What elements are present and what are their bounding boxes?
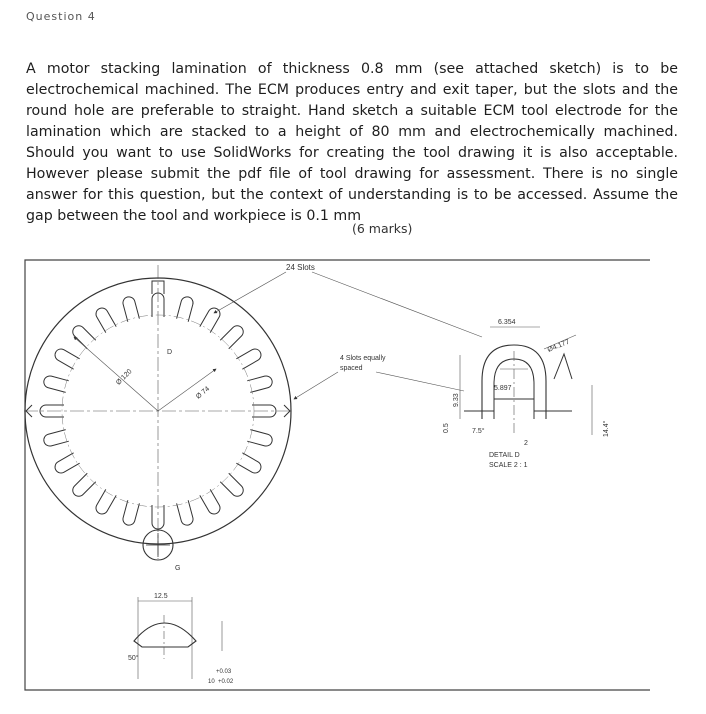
detail-d-dim-top: 6.354 — [498, 319, 516, 326]
detail-g-dim-width: 12.5 — [154, 593, 168, 600]
detail-d-dim-bottom: 2 — [524, 440, 528, 447]
slots-leader-2 — [312, 272, 482, 337]
slot — [70, 473, 95, 498]
slot — [42, 375, 68, 393]
slot — [53, 453, 80, 475]
detail-d-dim-angle: 7.5° — [472, 428, 485, 435]
detail-d-dim-side: 14.4° — [603, 420, 610, 437]
outer-dia-label: Ø 120 — [115, 368, 134, 387]
marks-label: (6 marks) — [352, 221, 413, 236]
detail-g-profile — [134, 623, 196, 647]
slot — [122, 295, 140, 321]
lamination-view — [24, 263, 482, 572]
slot — [236, 347, 263, 369]
slot — [200, 489, 222, 516]
detail-d-base — [464, 399, 572, 411]
detail-g-tol-lower: +0.02 — [218, 679, 234, 685]
slot — [247, 430, 273, 448]
drawing-border — [25, 260, 650, 690]
slot — [53, 347, 80, 369]
slot — [122, 500, 140, 526]
detail-d-ref: D — [167, 349, 173, 356]
detail-d-scale: SCALE 2 : 1 — [489, 462, 528, 469]
slot — [94, 489, 116, 516]
slot — [94, 306, 116, 333]
detail-g-tol-upper: +0.03 — [216, 669, 232, 675]
slot — [177, 500, 195, 526]
slot — [220, 323, 245, 348]
detail-g-dim-base: 10 — [208, 679, 215, 685]
detail-g-view — [128, 593, 234, 685]
detail-d-dim-inner: 5.897 — [494, 385, 512, 392]
detail-d-title: DETAIL D — [489, 452, 520, 459]
detail-d-view — [443, 319, 610, 469]
slot — [220, 473, 245, 498]
slots-leader — [214, 272, 286, 313]
inner-dia-label: Ø 74 — [195, 385, 212, 401]
drawing-svg — [24, 259, 682, 691]
detail-g-ref: G — [175, 565, 181, 572]
outer-dia-leader — [74, 337, 158, 411]
cut-off-heading: Question 4 — [26, 10, 96, 23]
slot — [177, 295, 195, 321]
equal-slots-label-2: spaced — [340, 365, 363, 372]
equal-slots-leader-2 — [376, 372, 464, 391]
detail-d-dim-small: 0.5 — [443, 423, 450, 433]
slot — [236, 453, 263, 475]
equal-slots-label-1: 4 Slots equally — [340, 355, 386, 362]
slots-label: 24 Slots — [286, 263, 315, 272]
slot — [247, 375, 273, 393]
question-paragraph: A motor stacking lamination of thickness 0.8 mm (see attached sketch) is to be electrochemical machined. The ECM produces entry and exit taper, but the slots and the round hole are preferable to straight. Hand sketch a suitable ECM tool electrode for the lamination which are stacked to a height of 80 mm and electrochemically machined. Should you want to use SolidWorks for creating the tool drawing it is also acceptable. However please submit the pdf file of tool drawing for assessment. There is no single answer for this question, but the context of understanding is to be accessed. Assume the gap between the tool and workpiece is 0.1 mm — [26, 61, 678, 224]
detail-g-dim-angle: 50° — [128, 655, 139, 662]
slot — [200, 306, 222, 333]
detail-d-dim-radius: Ø4.177 — [546, 338, 571, 354]
slot — [42, 430, 68, 448]
detail-d-tooth — [554, 354, 572, 379]
detail-d-dim-height: 9.33 — [453, 393, 460, 407]
lamination-drawing — [24, 259, 682, 691]
equal-slots-leader — [294, 372, 338, 399]
